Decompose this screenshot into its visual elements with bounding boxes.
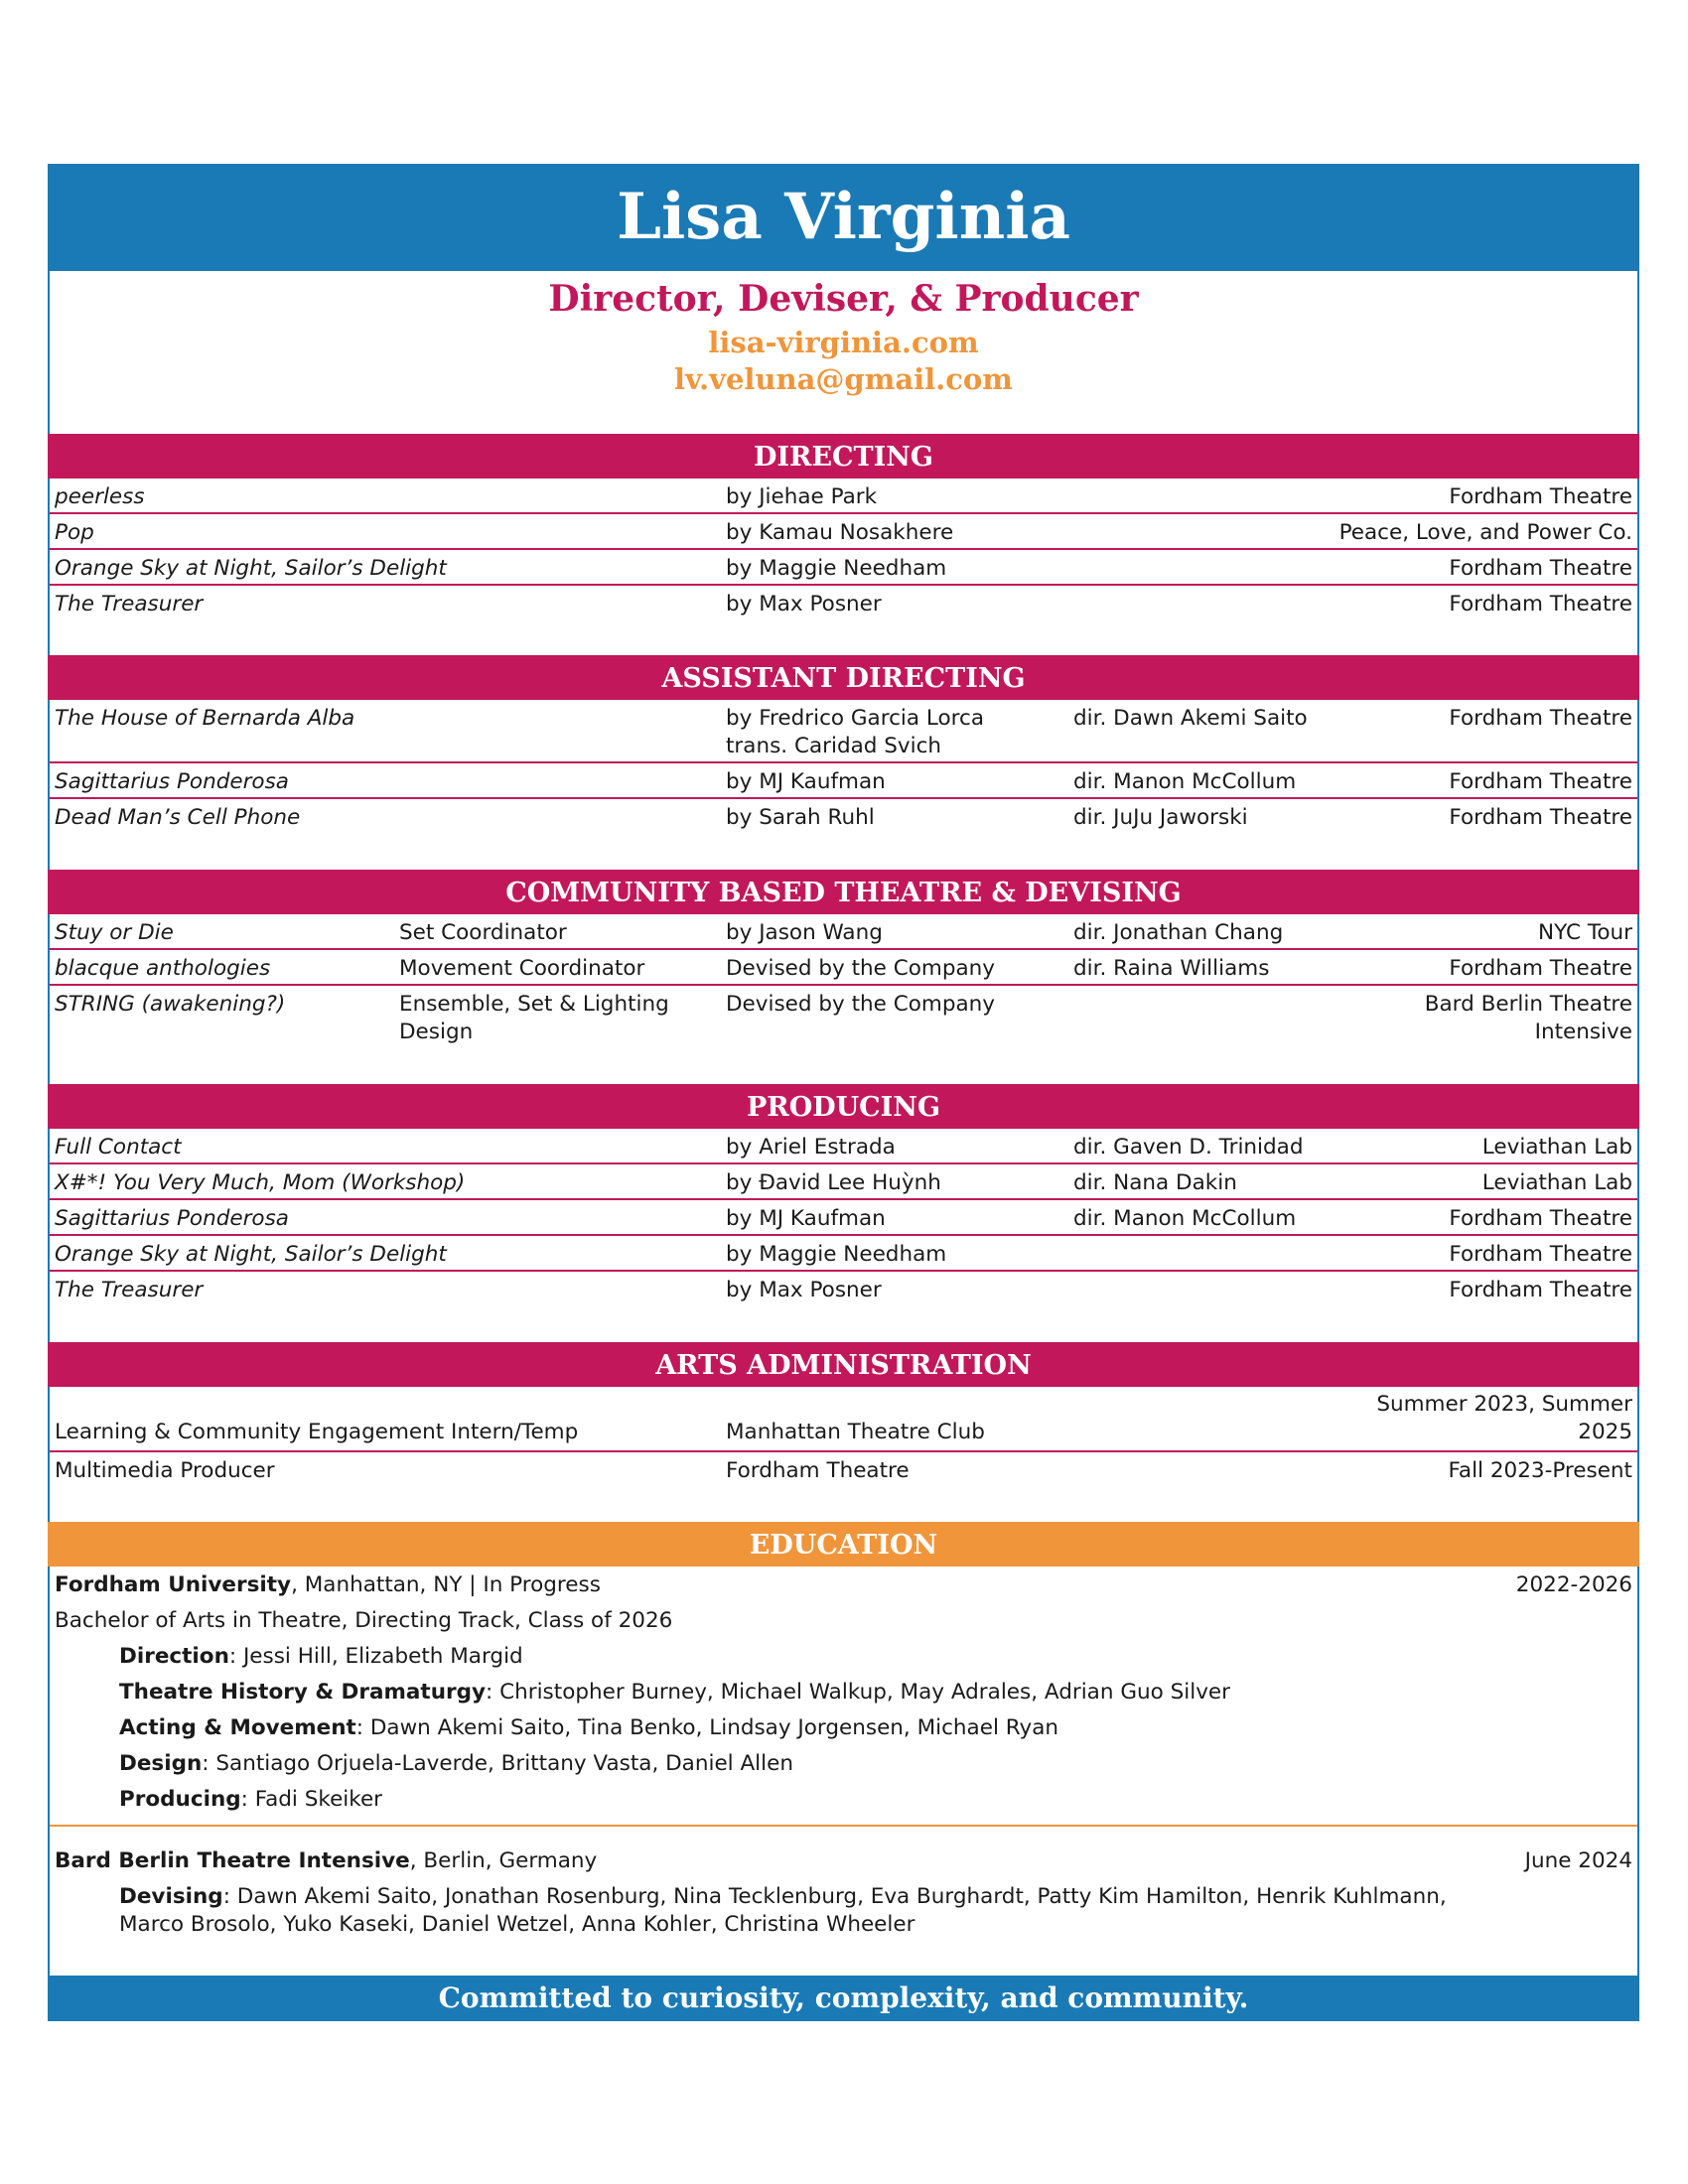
faculty-names: : Christopher Burney, Michael Walkup, May Adrales, Adrian Guo Silver: [486, 1680, 1230, 1705]
show-title: peerless: [55, 484, 145, 509]
producing-list: [50, 1129, 1637, 1305]
faculty-label: Design: [119, 1751, 203, 1776]
show-title: STRING (awakening?): [55, 992, 286, 1017]
email-link[interactable]: lv.veluna@gmail.com: [674, 362, 1013, 396]
show-venue: Fordham Theatre: [1449, 706, 1632, 731]
community-list: [50, 914, 1637, 1047]
show-role-cont: Design: [399, 1020, 474, 1044]
show-venue: Fordham Theatre: [1449, 805, 1632, 830]
show-author: by Đavid Lee Huỳnh: [726, 1170, 941, 1195]
show-title: Pop: [55, 520, 94, 545]
show-director: dir. Gaven D. Trinidad: [1073, 1135, 1304, 1160]
show-author: Devised by the Company: [726, 992, 995, 1017]
show-venue: NYC Tour: [1538, 920, 1632, 945]
show-venue-cont: Intensive: [1534, 1020, 1632, 1044]
section-heading-community: COMMUNITY BASED THEATRE & DEVISING: [48, 870, 1639, 914]
section-heading-assistant-directing: ASSISTANT DIRECTING: [48, 655, 1639, 700]
name-banner: Lisa Virginia: [48, 164, 1639, 271]
show-director: dir. Manon McCollum: [1073, 769, 1297, 794]
arts-administration-list: [50, 1387, 1637, 1486]
assistant-directing-list: [50, 700, 1637, 833]
show-venue: Fordham Theatre: [1449, 1242, 1632, 1267]
table-row: [50, 550, 1637, 586]
show-title: The House of Bernarda Alba: [55, 706, 355, 731]
table-row: [50, 478, 1637, 514]
show-author: by Maggie Needham: [726, 556, 947, 581]
table-row: [50, 1387, 1637, 1452]
table-row: [50, 986, 1637, 1047]
show-title: The Treasurer: [55, 592, 204, 616]
show-author: by Max Posner: [726, 1278, 882, 1302]
job-organization: Manhattan Theatre Club: [726, 1420, 985, 1444]
school-line: [55, 1571, 601, 1599]
show-title: Orange Sky at Night, Sailor’s Delight: [55, 1242, 447, 1267]
education-divider: [50, 1825, 1637, 1827]
show-title: Stuy or Die: [55, 920, 174, 945]
faculty-line: [119, 1714, 1058, 1742]
show-author: by MJ Kaufman: [726, 769, 886, 794]
table-row: [50, 950, 1637, 986]
faculty-label: Direction: [119, 1644, 229, 1669]
faculty-names: : Santiago Orjuela-Laverde, Brittany Vasta, Daniel Allen: [202, 1751, 793, 1776]
job-role: Multimedia Producer: [55, 1458, 275, 1483]
motto-banner: Committed to curiosity, complexity, and community.: [48, 1976, 1639, 2021]
school-name: Bard Berlin Theatre Intensive: [55, 1848, 410, 1873]
show-author: Devised by the Company: [726, 956, 995, 981]
school-line: [55, 1847, 597, 1875]
show-title: blacque anthologies: [55, 956, 271, 981]
show-role: Set Coordinator: [399, 920, 567, 945]
show-author: by Sarah Ruhl: [726, 805, 875, 830]
show-author: by Kamau Nosakhere: [726, 520, 954, 545]
show-title: X#*! You Very Much, Mom (Workshop): [55, 1170, 466, 1195]
school-details: , Manhattan, NY | In Progress: [291, 1572, 601, 1597]
show-venue: Fordham Theatre: [1449, 1206, 1632, 1231]
faculty-names: : Jessi Hill, Elizabeth Margid: [228, 1644, 523, 1669]
show-author: by MJ Kaufman: [726, 1206, 886, 1231]
subtitle: Director, Deviser, & Producer: [548, 278, 1139, 320]
section-heading-education: EDUCATION: [48, 1522, 1639, 1567]
job-date-cont: 2025: [1578, 1420, 1632, 1444]
school-years: 2022-2026: [1515, 1572, 1632, 1597]
school-details: , Berlin, Germany: [409, 1848, 598, 1873]
faculty-line: [119, 1643, 523, 1671]
show-venue: Fordham Theatre: [1449, 769, 1632, 794]
show-venue: Fordham Theatre: [1449, 556, 1632, 581]
degree: Bachelor of Arts in Theatre, Directing Track, Class of 2026: [55, 1608, 673, 1633]
show-title: Full Contact: [55, 1135, 182, 1160]
section-heading-directing: DIRECTING: [48, 434, 1639, 478]
table-row: [50, 1236, 1637, 1272]
table-row: [50, 1200, 1637, 1236]
faculty-line: [119, 1883, 1447, 1911]
school-name: Fordham University: [55, 1572, 292, 1597]
table-row: [50, 763, 1637, 799]
table-row: [50, 1272, 1637, 1305]
faculty-label: Theatre History & Dramaturgy: [119, 1680, 487, 1705]
show-title: Sagittarius Ponderosa: [55, 769, 289, 794]
job-date: Summer 2023, Summer: [1376, 1392, 1632, 1417]
show-author: by Jiehae Park: [726, 484, 878, 509]
job-organization: Fordham Theatre: [726, 1458, 910, 1483]
show-author: by Maggie Needham: [726, 1242, 947, 1267]
faculty-names: : Fadi Skeiker: [240, 1787, 383, 1812]
show-author: by Jason Wang: [726, 920, 883, 945]
show-venue: Bard Berlin Theatre: [1424, 992, 1632, 1017]
show-director: dir. Jonathan Chang: [1073, 920, 1284, 945]
website-link[interactable]: lisa-virginia.com: [708, 326, 979, 359]
show-venue: Fordham Theatre: [1449, 1278, 1632, 1302]
faculty-line: [119, 1750, 793, 1778]
show-director: dir. JuJu Jaworski: [1073, 805, 1248, 830]
show-role: Movement Coordinator: [399, 956, 645, 981]
faculty-line: [119, 1786, 382, 1814]
show-venue: Peace, Love, and Power Co.: [1338, 520, 1632, 545]
table-row: [50, 799, 1637, 833]
show-title: Orange Sky at Night, Sailor’s Delight: [55, 556, 447, 581]
table-row: [50, 1452, 1637, 1486]
faculty-line: [119, 1679, 1230, 1706]
show-director: dir. Nana Dakin: [1073, 1170, 1237, 1195]
section-heading-arts-administration: ARTS ADMINISTRATION: [48, 1342, 1639, 1387]
table-row: [50, 586, 1637, 619]
show-venue: Fordham Theatre: [1449, 484, 1632, 509]
table-row: [50, 700, 1637, 763]
faculty-label: Devising: [119, 1884, 223, 1909]
show-director: dir. Raina Williams: [1073, 956, 1270, 981]
faculty-label: Producing: [119, 1787, 241, 1812]
school-date: June 2024: [1524, 1848, 1632, 1873]
faculty-label: Acting & Movement: [119, 1715, 356, 1740]
show-title: Dead Man’s Cell Phone: [55, 805, 301, 830]
show-title: The Treasurer: [55, 1278, 204, 1302]
table-row: [50, 514, 1637, 550]
table-row: [50, 1164, 1637, 1200]
show-translator: trans. Caridad Svich: [726, 734, 942, 758]
show-venue: Fordham Theatre: [1449, 592, 1632, 616]
faculty-line-cont: Marco Brosolo, Yuko Kaseki, Daniel Wetzel, Anna Kohler, Christina Wheeler: [119, 1912, 915, 1937]
show-director: dir. Dawn Akemi Saito: [1073, 706, 1308, 731]
show-director: dir. Manon McCollum: [1073, 1206, 1297, 1231]
show-title: Sagittarius Ponderosa: [55, 1206, 289, 1231]
faculty-names: : Dawn Akemi Saito, Jonathan Rosenburg, Nina Tecklenburg, Eva Burghardt, Patty Kim Hamilton, Henrik Kuhlmann,: [222, 1884, 1447, 1909]
faculty-names: : Dawn Akemi Saito, Tina Benko, Lindsay Jorgensen, Michael Ryan: [355, 1715, 1059, 1740]
show-role: Ensemble, Set & Lighting: [399, 992, 669, 1017]
table-row: [50, 1129, 1637, 1164]
show-venue: Leviathan Lab: [1481, 1135, 1632, 1160]
show-author: by Ariel Estrada: [726, 1135, 896, 1160]
show-venue: Fordham Theatre: [1449, 956, 1632, 981]
job-date: Fall 2023-Present: [1448, 1458, 1632, 1483]
show-author: by Fredrico Garcia Lorca: [726, 706, 984, 731]
directing-list: [50, 478, 1637, 619]
section-heading-producing: PRODUCING: [48, 1084, 1639, 1129]
show-author: by Max Posner: [726, 592, 882, 616]
table-row: [50, 914, 1637, 950]
show-venue: Leviathan Lab: [1481, 1170, 1632, 1195]
job-role: Learning & Community Engagement Intern/Temp: [55, 1420, 579, 1444]
